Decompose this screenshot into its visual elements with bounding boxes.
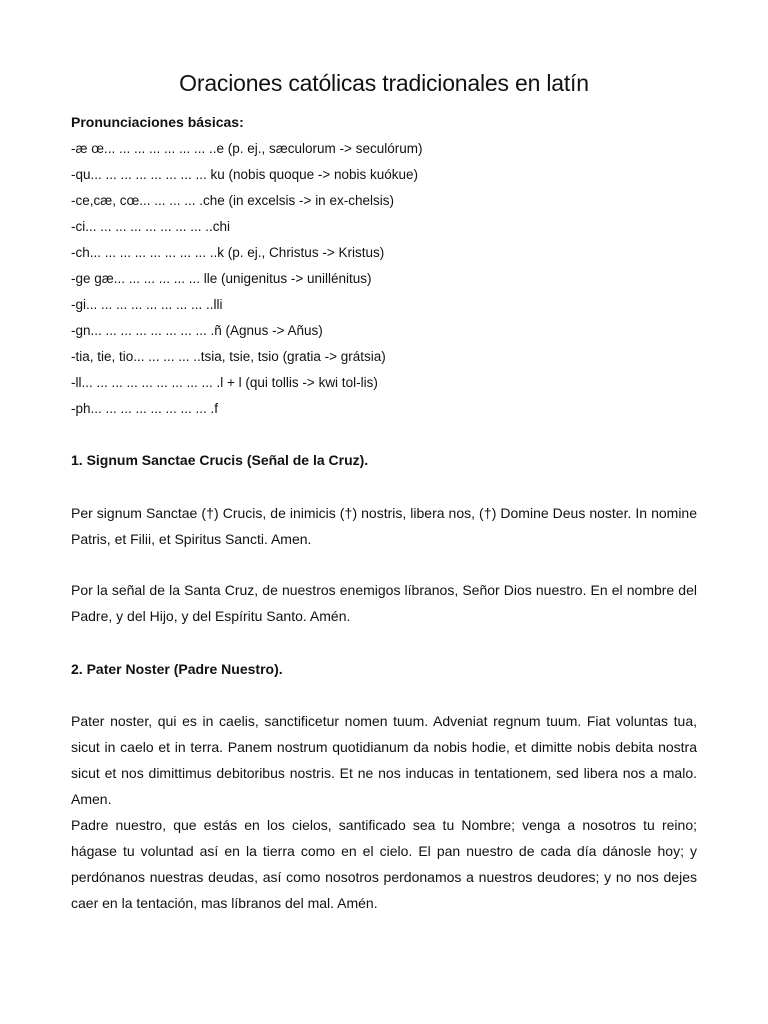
pronunciation-row bbox=[71, 347, 711, 373]
section-heading-signum: 1. Signum Sanctae Crucis (Señal de la Cruz). bbox=[71, 452, 369, 468]
pronunciation-row bbox=[71, 399, 711, 425]
pronunciation-rule: -æ œ... ... ... ... ... ... ... ..e (p. ej., sæculorum -> bbox=[71, 141, 356, 156]
pronunciation-rule: -gi... ... ... ... ... ... ... ... ..lli bbox=[71, 297, 223, 312]
pronunciation-row bbox=[71, 269, 711, 295]
pronunciation-row bbox=[71, 373, 711, 399]
prayer-spanish-pater-noster: Padre nuestro, que estás en los cielos, santificado sea tu Nombre; venga a nosotros tu reino; hágase tu voluntad así en la tierra como en el cielo. El pan nuestro de cada día dánosle hoy; y perdónanos nuestras deudas, así como nosotros perdonamos a nuestros deudores; y no nos dejes caer en la tentación, mas líbranos del mal. Amén. bbox=[71, 817, 697, 911]
pronunciation-example: seculórum) bbox=[355, 141, 423, 156]
pronunciation-row bbox=[71, 243, 711, 269]
pronunciation-rule: -ci... ... ... ... ... ... ... ... ..chi bbox=[71, 219, 231, 234]
pronunciation-row bbox=[71, 139, 711, 165]
pronunciation-rule: -ce,cæ, cœ... ... ... ... .che (in excelsis -> bbox=[71, 193, 316, 208]
pronunciation-example: ej., Christus -> Kristus) bbox=[247, 245, 385, 260]
pronunciation-row bbox=[71, 295, 711, 321]
pronunciation-rule: -gn... ... ... ... ... ... ... ... .ñ (Agnus -> bbox=[71, 323, 288, 338]
pronunciation-rule: -ge gæ... ... ... ... ... ... lle (unigenitus -> bbox=[71, 271, 307, 286]
pronunciation-example: in ex-chelsis) bbox=[315, 193, 394, 208]
pronunciation-rule: -tia, tie, tio... ... ... ... ..tsia, tsie, tsio (gratia -> bbox=[71, 349, 341, 364]
pronunciation-row bbox=[71, 321, 711, 347]
prayer-spanish-signum: Por la señal de la Santa Cruz, de nuestros enemigos líbranos, Señor Dios nuestro. En el nombre del Padre, y del Hijo, y del Espíritu Santo. Amén. bbox=[71, 582, 697, 624]
pronunciation-example: kwi tol-lis) bbox=[318, 375, 378, 390]
pronunciation-row bbox=[71, 217, 711, 243]
prayer-latin-signum: Per signum Sanctae (†) Crucis, de inimicis (†) nostris, libera nos, (†) Domine Deus noster. In nomine Patris, et Filii, et Spiritus Sancti. Amen. bbox=[71, 505, 697, 547]
document-title: Oraciones católicas tradicionales en latín bbox=[179, 70, 589, 96]
pronunciation-row bbox=[71, 165, 711, 191]
pronunciation-example: grátsia) bbox=[340, 349, 386, 364]
pronunciation-example: Añus) bbox=[287, 323, 323, 338]
pronunciation-rule: -ch... ... ... ... ... ... ... ... ..k (p. bbox=[71, 245, 248, 260]
pronunciation-heading: Pronunciaciones básicas: bbox=[71, 114, 244, 130]
pronunciation-rule: -qu... ... ... ... ... ... ... ... ku (nobis quoque -> bbox=[71, 167, 334, 182]
pronunciation-example: nobis kuókue) bbox=[334, 167, 419, 182]
section-heading-pater-noster: 2. Pater Noster (Padre Nuestro). bbox=[71, 661, 283, 677]
pronunciation-row bbox=[71, 191, 711, 217]
prayer-latin-pater-noster: Pater noster, qui es in caelis, sanctificetur nomen tuum. Adveniat regnum tuum. Fiat voluntas tua, sicut in caelo et in terra. Panem nostrum quotidianum da nobis hodie, et dimitte nobis debita nostra sicut et nos dimittimus debitoribus nostris. Et ne nos inducas in tentationem, sed libera nos a malo. Amen. bbox=[71, 713, 697, 807]
pronunciation-example: unillénitus) bbox=[306, 271, 372, 286]
pronunciation-list bbox=[71, 139, 711, 425]
pronunciation-rule: -ll... ... ... ... ... ... ... ... ... .l + l (qui tollis -> bbox=[71, 375, 319, 390]
pronunciation-rule: -ph... ... ... ... ... ... ... ... .f bbox=[71, 401, 219, 416]
